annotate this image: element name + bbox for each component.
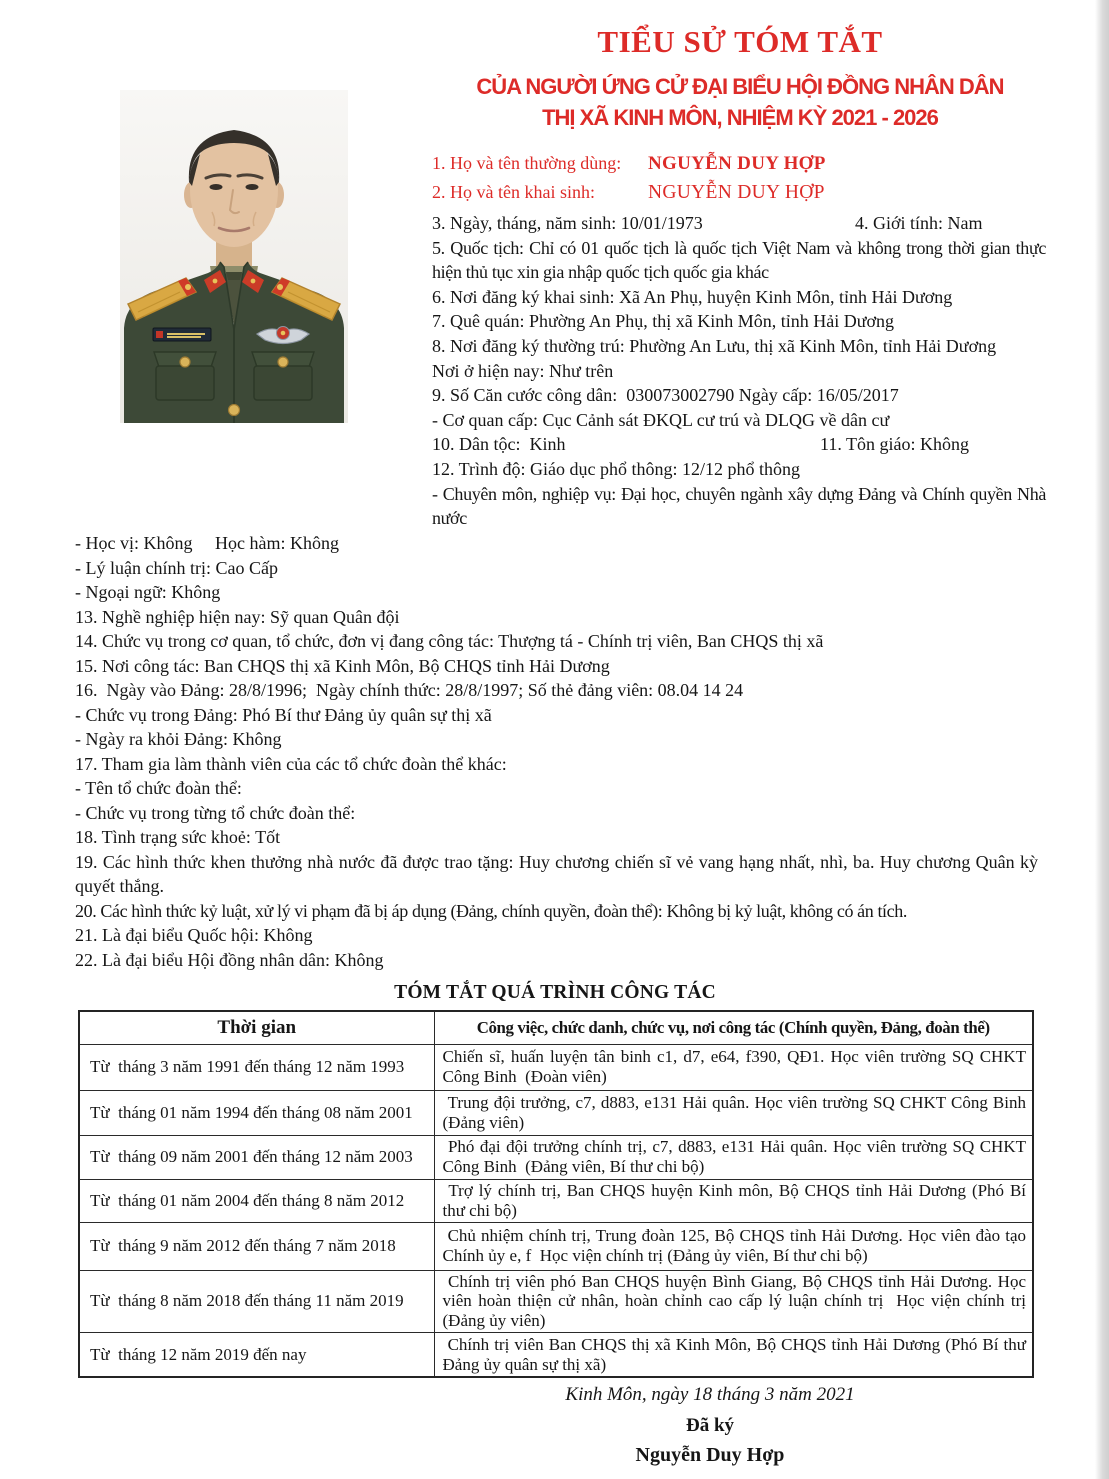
- birth-name-row: [432, 182, 1052, 211]
- detail-line-political-theory: - Lý luận chính trị: Cao Cấp: [75, 557, 278, 578]
- doc-subtitle: [420, 71, 1060, 133]
- table-row: [79, 1044, 1033, 1090]
- detail-line-position: 14. Chức vụ trong cơ quan, tổ chức, đơn vị đang công tác: Thượng tá - Chính trị viên, Ban CHQS thị xã: [75, 631, 824, 651]
- doc-subtitle-line1: CỦA NGƯỜI ỨNG CỬ ĐẠI BIỂU HỘI ĐỒNG NHÂN DÂN: [476, 74, 1004, 99]
- doc-subtitle-line2: THỊ XÃ KINH MÔN, NHIỆM KỲ 2021 - 2026: [542, 105, 938, 130]
- info-line-current-residence: Nơi ở hiện nay: Như trên: [432, 360, 614, 381]
- gender-text: 4. Giới tính: Nam: [855, 213, 983, 233]
- info-line-nationality: 5. Quốc tịch: Chỉ có 01 quốc tịch là quốc tịch Việt Nam và không trong thời gian thực hiện thủ tục xin gia nhập quốc tịch quốc gia khác: [432, 237, 1051, 283]
- table-row: [79, 1090, 1033, 1135]
- cell-time: Từ tháng 8 năm 2018 đến tháng 11 năm 2019: [79, 1270, 434, 1332]
- work-history-title: TÓM TẮT QUÁ TRÌNH CÔNG TÁC: [394, 982, 716, 1003]
- detail-line-peoples-council: 22. Là đại biểu Hội đồng nhân dân: Không: [75, 949, 384, 970]
- cell-desc: Chính trị viên phó Ban CHQS huyện Bình Giang, Bộ CHQS tỉnh Hải Dương. Học viên hoàn thiện cử nhân, hoàn chỉnh cao cấp lý luận chính trị Học viện chính trị (Đảng ủy viên): [434, 1270, 1033, 1332]
- cell-time: Từ tháng 01 năm 2004 đến tháng 8 năm 2012: [79, 1179, 434, 1222]
- cell-desc: Trợ lý chính trị, Ban CHQS huyện Kinh môn, Bộ CHQS tỉnh Hải Dương (Phó Bí thư chi bộ): [434, 1179, 1033, 1222]
- detail-line-degrees: - Học vị: Không Học hàm: Không: [75, 533, 339, 553]
- cell-time: Từ tháng 3 năm 1991 đến tháng 12 năm 1993: [79, 1044, 434, 1090]
- detail-line-discipline: 20. Các hình thức kỷ luật, xử lý vi phạm đã bị áp dụng (Đảng, chính quyền, đoàn thể): Không bị kỷ luật, không có án tích.: [75, 900, 907, 921]
- cell-desc: Trung đội trưởng, c7, d883, e131 Hải quân. Học viên trường SQ CHKT Công Binh (Đảng viên): [434, 1090, 1033, 1135]
- cell-desc: Chính trị viên Ban CHQS thị xã Kinh Môn, Bộ CHQS tỉnh Hải Dương (Phó Bí thư Đảng ủy quân sự thị xã): [434, 1332, 1033, 1377]
- dob-text: 3. Ngày, tháng, năm sinh: 10/01/1973: [432, 213, 703, 233]
- birth-name-label: 2. Họ và tên khai sinh:: [432, 182, 595, 202]
- name-fields: [432, 153, 1052, 211]
- common-name-row: [432, 153, 1052, 182]
- table-header-row: [79, 1011, 1033, 1044]
- birth-name-value: NGUYỄN DUY HỢP: [648, 182, 825, 203]
- detail-line-national-assembly: 21. Là đại biểu Quốc hội: Không: [75, 925, 313, 945]
- info-line-id-card: 9. Số Căn cước công dân: 030073002790 Ngày cấp: 16/05/2017: [432, 385, 899, 406]
- signature-place-date: Kinh Môn, ngày 18 tháng 3 năm 2021: [565, 1384, 855, 1405]
- table-row: [79, 1270, 1033, 1332]
- signer-name: Nguyễn Duy Hợp: [635, 1444, 785, 1466]
- portrait-photo: [120, 90, 348, 423]
- profile-details: [75, 531, 1043, 972]
- detail-line-org-position: - Chức vụ trong từng tổ chức đoàn thể:: [75, 802, 356, 823]
- portrait-photo-illustration: [120, 90, 348, 423]
- info-line-specialty: - Chuyên môn, nghiệp vụ: Đại học, chuyên ngành xây dựng Đảng và Chính quyền Nhà nước: [432, 483, 1051, 529]
- detail-line-party-position: - Chức vụ trong Đảng: Phó Bí thư Đảng ủy quân sự thị xã: [75, 704, 492, 725]
- column-header-time: Thời gian: [79, 1011, 434, 1044]
- column-header-desc: Công việc, chức danh, chức vụ, nơi công tác (Chính quyền, Đảng, đoàn thể): [434, 1011, 1033, 1044]
- detail-line-awards: 19. Các hình thức khen thưởng nhà nước đã được trao tặng: Huy chương chiến sĩ vẻ vang hạng nhất, nhì, ba. Huy chương Quân kỳ quyết thắng.: [75, 851, 1043, 896]
- info-line-hometown: 7. Quê quán: Phường An Phụ, thị xã Kinh Môn, tỉnh Hải Dương: [432, 311, 895, 332]
- cell-time: Từ tháng 01 năm 1994 đến tháng 08 năm 2001: [79, 1090, 434, 1135]
- cell-time: Từ tháng 12 năm 2019 đến nay: [79, 1332, 434, 1377]
- info-line-dob-gender: [432, 211, 1046, 236]
- signature-block: [400, 1384, 1020, 1467]
- doc-title: TIỂU SỬ TÓM TẮT: [597, 24, 883, 59]
- info-line-residence: 8. Nơi đăng ký thường trú: Phường An Lưu, thị xã Kinh Môn, tỉnh Hải Dương: [432, 335, 997, 356]
- religion-text: 11. Tôn giáo: Không: [820, 434, 969, 455]
- cell-desc: Chủ nhiệm chính trị, Trung đoàn 125, Bộ CHQS tỉnh Hải Dương. Học viên đào tạo Chính ủy e, f Học viện chính trị (Đảng ủy viên, Bí thư chi bộ): [434, 1222, 1033, 1270]
- info-line-id-issuer: - Cơ quan cấp: Cục Cảnh sát ĐKQL cư trú và DLQG về dân cư: [432, 409, 890, 430]
- table-row: [79, 1222, 1033, 1270]
- document-header: [420, 24, 1060, 133]
- table-row: [79, 1135, 1033, 1179]
- info-line-education: 12. Trình độ: Giáo dục phổ thông: 12/12 phổ thông: [432, 458, 801, 479]
- ethnicity-text: 10. Dân tộc: Kinh: [432, 434, 566, 455]
- detail-line-foreign-language: - Ngoại ngữ: Không: [75, 582, 221, 602]
- info-line-ethnicity-religion: [432, 432, 1046, 457]
- detail-line-organizations: 17. Tham gia làm thành viên của các tổ chức đoàn thể khác:: [75, 753, 507, 774]
- detail-line-occupation: 13. Nghề nghiệp hiện nay: Sỹ quan Quân đội: [75, 606, 400, 627]
- detail-line-party-leave: - Ngày ra khỏi Đảng: Không: [75, 729, 282, 749]
- table-row: [79, 1332, 1033, 1377]
- cell-desc: Phó đại đội trưởng chính trị, c7, d883, e131 Hải quân. Học viên trường SQ CHKT Công Binh (Đảng viên, Bí thư chi bộ): [434, 1135, 1033, 1179]
- cell-desc: Chiến sĩ, huấn luyện tân binh c1, d7, e64, f390, QĐ1. Học viên trường SQ CHKT Công Binh (Đoàn viên): [434, 1044, 1033, 1090]
- cell-time: Từ tháng 9 năm 2012 đến tháng 7 năm 2018: [79, 1222, 434, 1270]
- table-row: [79, 1179, 1033, 1222]
- info-line-birthplace: 6. Nơi đăng ký khai sinh: Xã An Phụ, huyện Kinh Môn, tỉnh Hải Dương: [432, 286, 953, 307]
- cell-time: Từ tháng 09 năm 2001 đến tháng 12 năm 2003: [79, 1135, 434, 1179]
- signed-note: Đã ký: [685, 1415, 735, 1436]
- detail-line-health: 18. Tình trạng sức khoẻ: Tốt: [75, 827, 281, 847]
- detail-line-org-name: - Tên tổ chức đoàn thể:: [75, 778, 242, 798]
- common-name-value: NGUYỄN DUY HỢP: [648, 153, 826, 174]
- detail-line-party-dates: 16. Ngày vào Đảng: 28/8/1996; Ngày chính thức: 28/8/1997; Số thẻ đảng viên: 08.04 14 24: [75, 680, 744, 700]
- detail-line-workplace: 15. Nơi công tác: Ban CHQS thị xã Kinh Môn, Bộ CHQS tỉnh Hải Dương: [75, 655, 610, 676]
- work-history-table: [78, 1010, 1034, 1378]
- common-name-label: 1. Họ và tên thường dùng:: [432, 153, 622, 173]
- scan-edge-shadow: [1095, 0, 1109, 1479]
- profile-info: [432, 211, 1051, 531]
